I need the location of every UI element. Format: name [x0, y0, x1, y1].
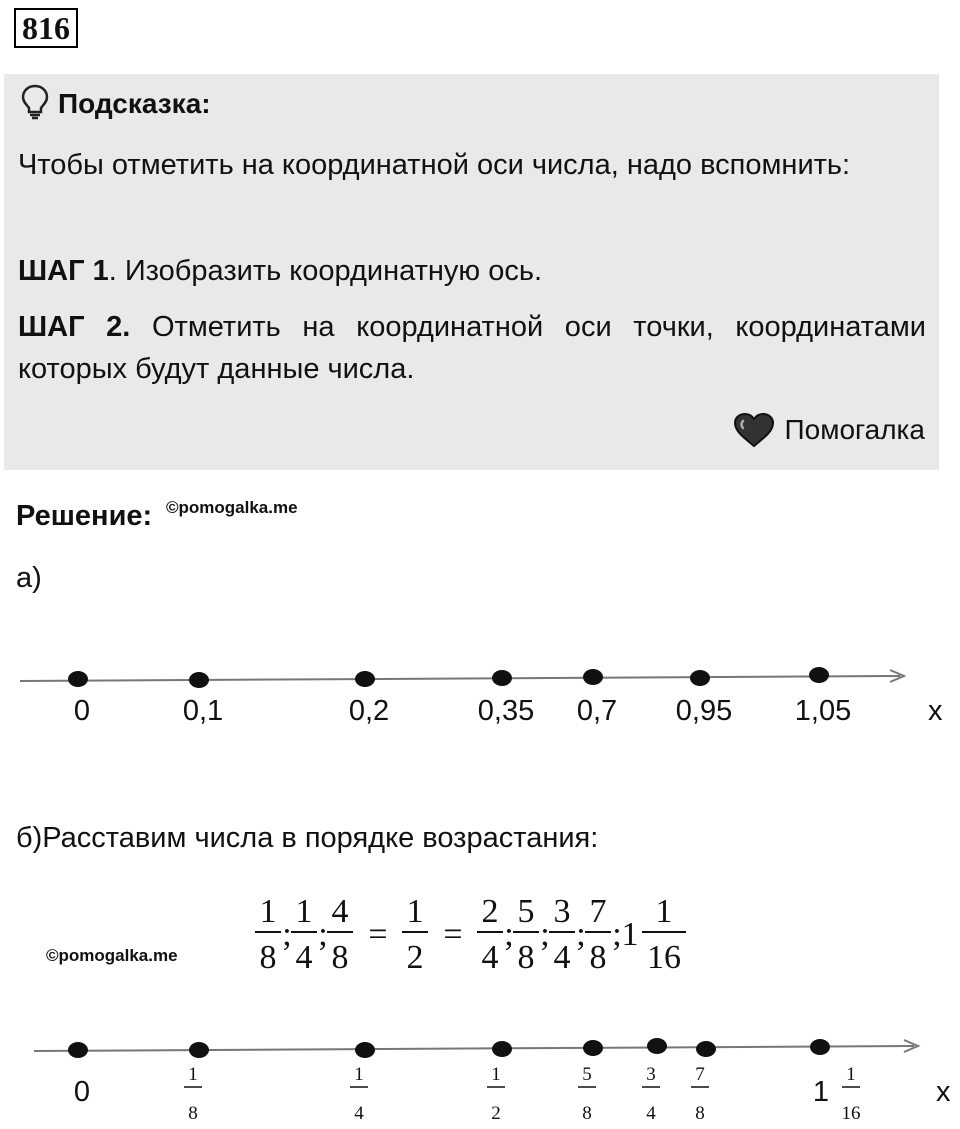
eq-numerator: 1 — [406, 893, 424, 930]
eq-denominator: 4 — [481, 939, 499, 976]
point-b — [68, 1042, 90, 1108]
part-b-label: б)Расставим числа в порядке возрастания: — [16, 822, 599, 854]
step-2-label: ШАГ 2. — [18, 311, 131, 343]
point-b — [691, 1041, 716, 1124]
eq-denominator: 8 — [331, 939, 349, 976]
eq-numerator: 2 — [481, 893, 499, 930]
point-marker — [492, 1041, 512, 1057]
point-b — [184, 1042, 209, 1124]
eq-numerator: 3 — [553, 893, 571, 930]
eq-denominator: 8 — [517, 939, 535, 976]
eq-separator: ; — [540, 916, 550, 953]
point-label-denominator: 16 — [841, 1103, 861, 1124]
point-b — [810, 1039, 861, 1124]
eq-numerator: 1 — [655, 893, 673, 930]
step-1-text: . Изобразить координатную ось. — [108, 255, 543, 287]
point-marker — [68, 1042, 88, 1058]
point-label-denominator: 8 — [188, 1103, 198, 1124]
task-number: 816 — [14, 8, 78, 48]
eq-whole: 1 — [621, 916, 639, 953]
watermark: ©pomogalka.me — [46, 946, 178, 965]
eq-numerator: 1 — [259, 893, 277, 930]
point-marker — [810, 1039, 830, 1055]
eq-numerator: 7 — [589, 893, 607, 930]
point-label-numerator: 1 — [188, 1064, 198, 1085]
point-label-numerator: 1 — [491, 1064, 501, 1085]
point-marker — [583, 1040, 603, 1056]
point-marker — [189, 1042, 209, 1058]
eq-separator: ; — [282, 916, 292, 953]
axis-label-b: x — [936, 1076, 951, 1108]
hint-paragraph: Чтобы отметить на координатной оси числа, надо вспомнить: — [18, 149, 851, 181]
point-b — [578, 1040, 603, 1124]
hint-title-text: Подсказка: — [58, 88, 211, 119]
point-marker — [696, 1041, 716, 1057]
point-label: 0,2 — [348, 695, 390, 727]
eq-denominator: 8 — [259, 939, 277, 976]
point-label-denominator: 8 — [695, 1103, 705, 1124]
point-label: 0,1 — [182, 695, 224, 727]
point-label-numerator: 1 — [354, 1064, 364, 1085]
eq-separator: ; — [576, 916, 586, 953]
eq-separator: ; — [504, 916, 514, 953]
eq-denominator: 16 — [647, 939, 681, 976]
point-label-numerator: 1 — [846, 1064, 856, 1085]
axis-label-a: x — [928, 695, 943, 727]
point-marker — [647, 1038, 667, 1054]
step-2-text: Отметить на координатной оси точки, координатами которых будут данные числа. — [18, 311, 926, 385]
point-label: 0,95 — [675, 695, 733, 727]
step-1-label: ШАГ 1 — [18, 255, 109, 287]
watermark: ©pomogalka.me — [166, 498, 298, 517]
eq-numerator: 5 — [517, 893, 535, 930]
eq-denominator: 4 — [295, 939, 313, 976]
point-b — [642, 1038, 667, 1124]
point-b — [487, 1041, 512, 1124]
eq-separator: ; — [318, 916, 328, 953]
point-label: 0,7 — [576, 695, 618, 727]
point-label-numerator: 3 — [646, 1064, 656, 1085]
axis-b — [34, 1046, 914, 1051]
point-label-numerator: 5 — [582, 1064, 592, 1085]
eq-separator: = — [368, 916, 388, 953]
eq-denominator: 2 — [406, 939, 424, 976]
point-label: 0 — [73, 695, 91, 727]
point-label-denominator: 8 — [582, 1103, 592, 1124]
solution-label: Решение: — [16, 500, 153, 532]
point-label: 1,05 — [794, 695, 852, 727]
eq-separator: ; — [612, 916, 622, 953]
point-label: 0,35 — [477, 695, 535, 727]
point-label-numerator: 7 — [695, 1064, 705, 1085]
point-marker — [355, 1042, 375, 1058]
eq-denominator: 4 — [553, 939, 571, 976]
point-label-denominator: 2 — [491, 1103, 501, 1124]
point-label: 0 — [73, 1076, 91, 1108]
part-a-label: а) — [16, 562, 42, 594]
point-b — [350, 1042, 375, 1124]
eq-numerator: 4 — [331, 893, 349, 930]
eq-denominator: 8 — [589, 939, 607, 976]
point-label-denominator: 4 — [354, 1103, 364, 1124]
brand-text: Помогалка — [784, 414, 925, 445]
point-label-denominator: 4 — [646, 1103, 656, 1124]
eq-separator: = — [443, 916, 463, 953]
eq-numerator: 1 — [295, 893, 313, 930]
point-label-whole: 1 — [812, 1076, 830, 1108]
